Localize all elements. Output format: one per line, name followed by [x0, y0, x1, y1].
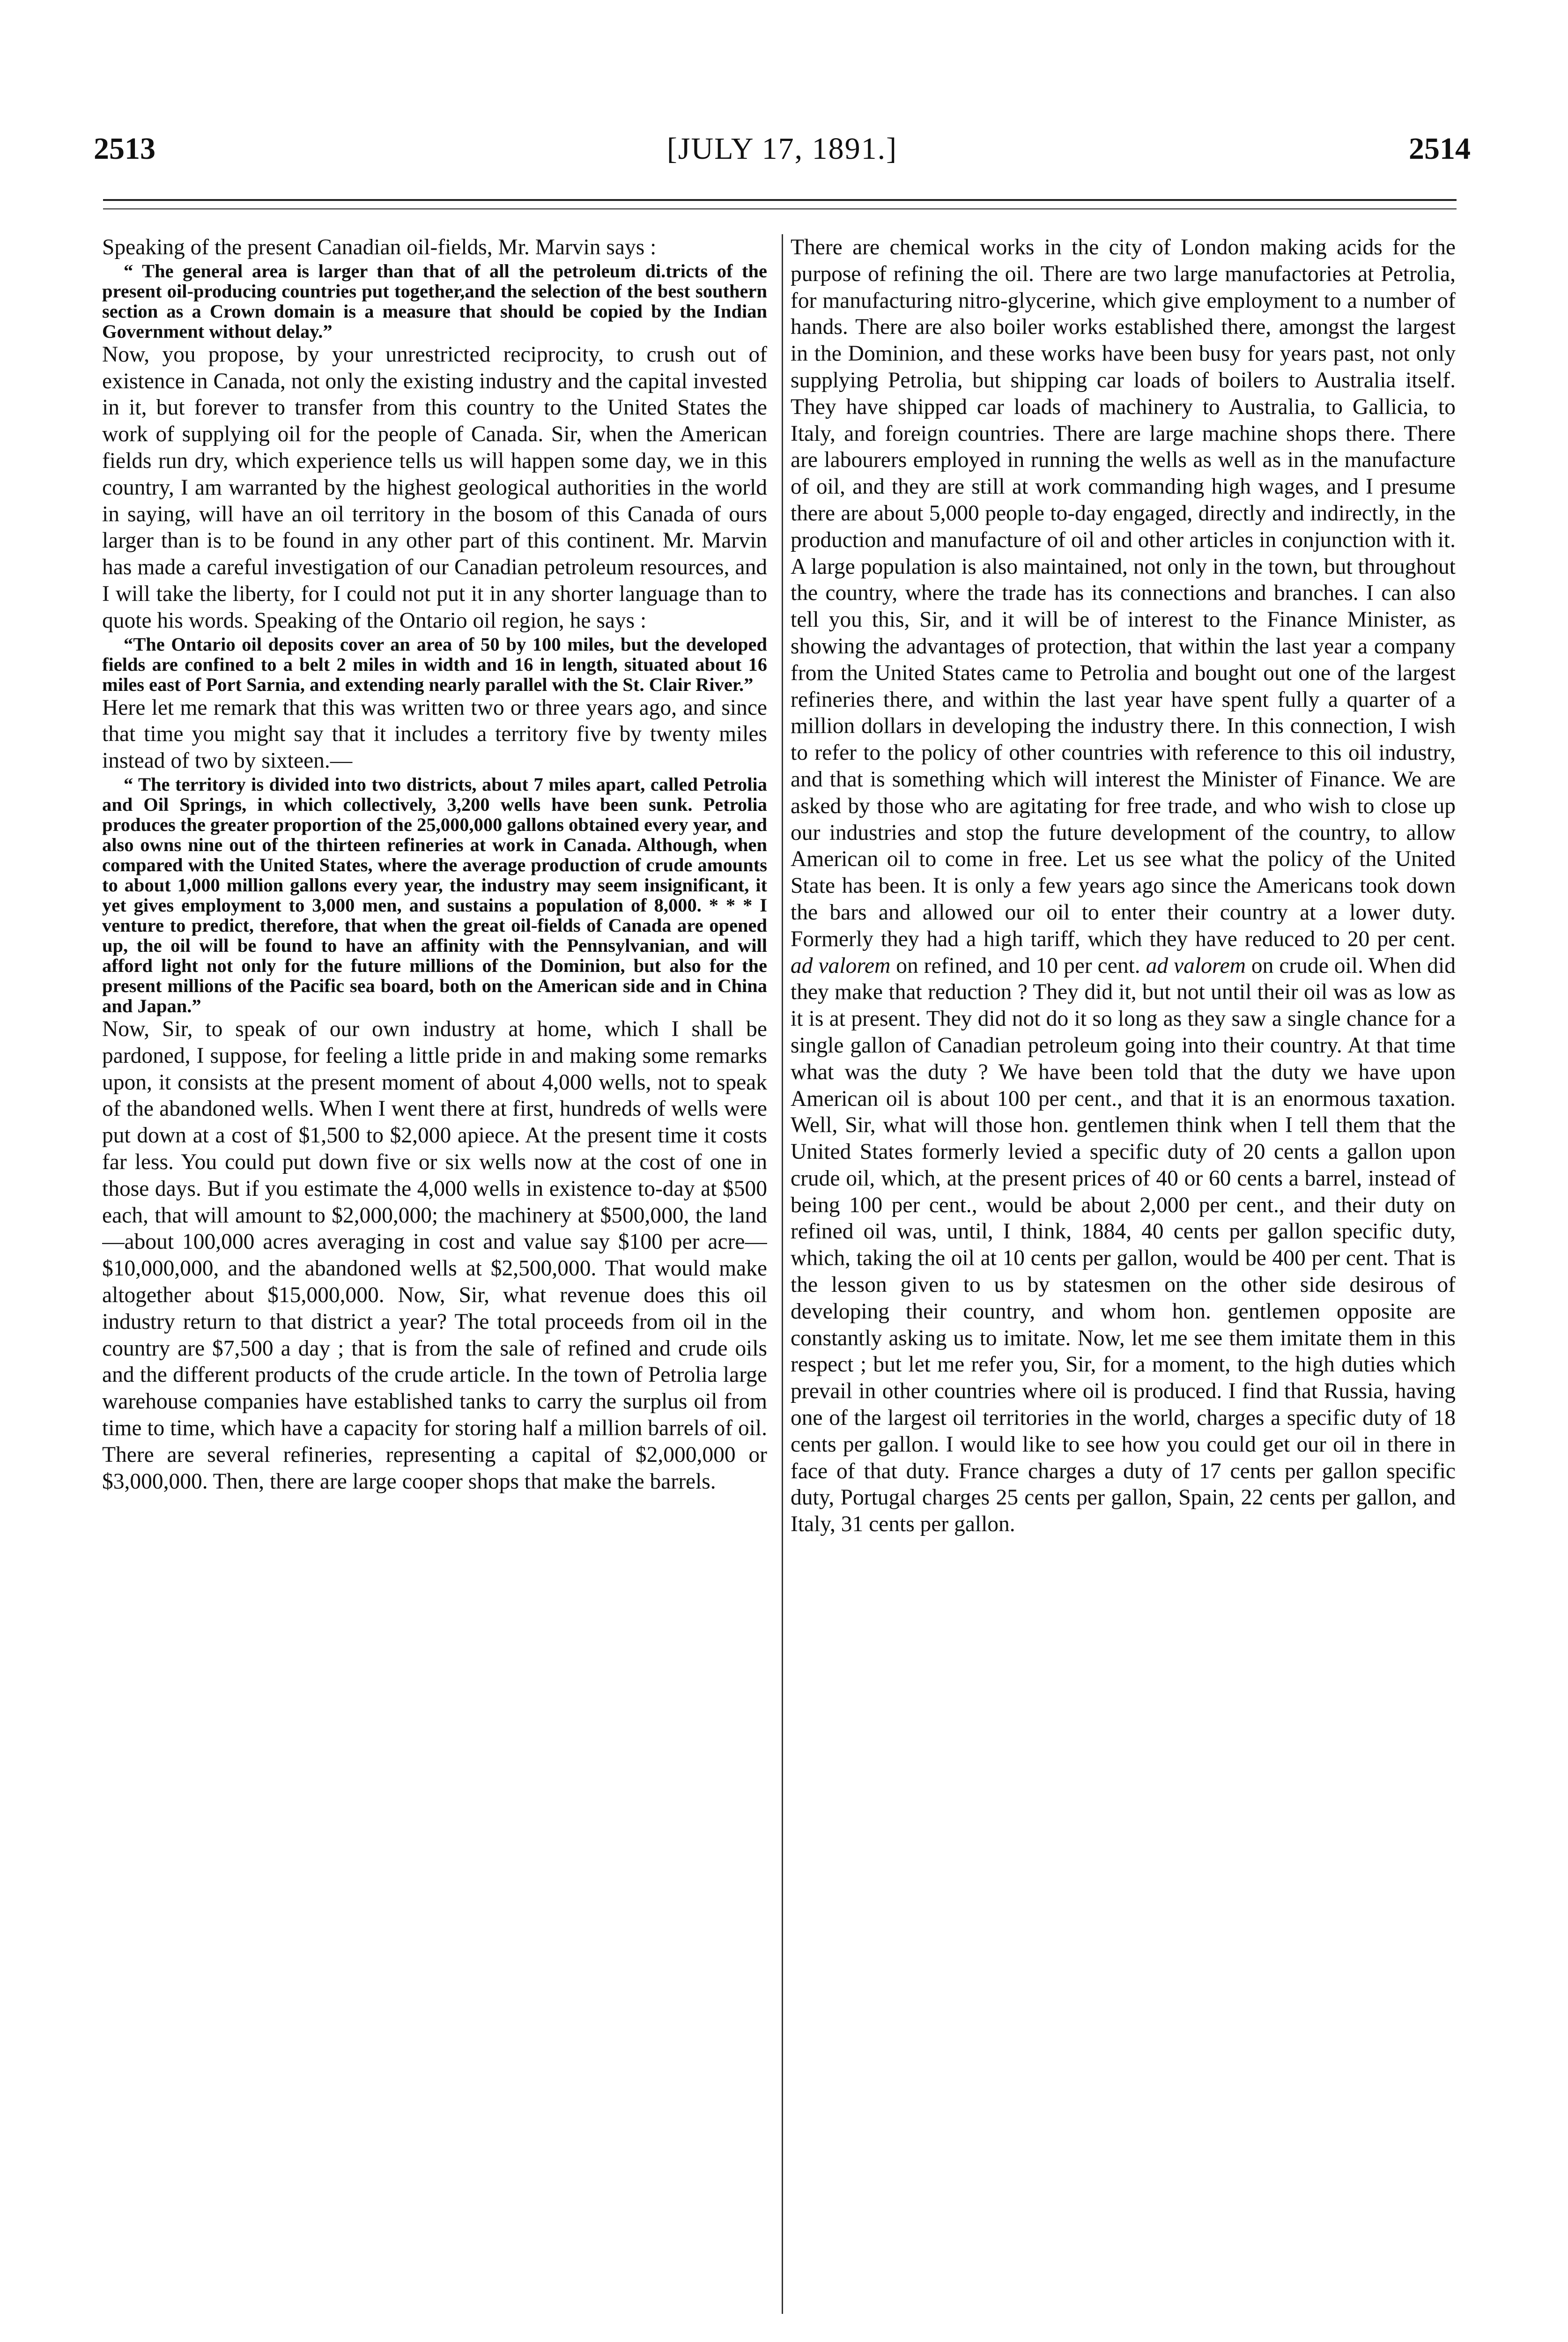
header-rule-top — [103, 199, 1457, 201]
page-header — [94, 131, 1471, 183]
column-divider — [782, 234, 783, 2314]
paragraph — [791, 234, 1456, 1538]
text-run: on refined, and 10 per cent. — [896, 953, 1140, 978]
paragraph: Speaking of the present Canadian oil-fields, Mr. Marvin says : — [102, 235, 657, 259]
italic-term: ad valorem — [1146, 953, 1246, 978]
italic-term: ad valorem — [791, 953, 891, 978]
page-date: [JULY 17, 1891.] — [666, 132, 898, 166]
text-run: on crude oil. When did they make that reduction ? They did it, but not until their oil was as low as it is at present. They did not do it so long as they saw a single chance for a single gallon of Canadian petroleum going into their country. At that time what was the duty ? We have been told that the duty we have upon American oil is about 100 per cent., and that it is an enormous taxation. Well, Sir, what will those hon. gentlemen think when I tell them that the United States formerly levied a specific duty of 20 cents a gallon upon crude oil, which, at the present prices of 40 or 60 cents a barrel, instead of being 100 per cent., would be about 2,000 per cent., and their duty on refined oil was, until, I think, 1884, 40 cents per gallon specific duty, which, taking the oil at 10 cents per gallon, would be 400 per cent. That is the lesson given to us by statesmen on the other side desirous of developing their country, and whom hon. gentlemen opposite are constantly asking us to imitate. Now, let me see them imitate them in this respect ; but let me refer you, Sir, for a moment, to the high duties which prevail in other countries where oil is produced. I find that Russia, having one of the largest oil territories in the world, charges a specific duty of 18 cents per gallon. I would like to see how you could get our oil in there in face of that duty. France charges a duty of 17 cents per gallon specific duty, Portugal charges 25 cents per gallon, Spain, 22 cents per gallon, and Italy, 31 cents per gallon. — [791, 953, 1456, 1537]
left-column — [102, 234, 767, 2314]
header-rule-bottom — [103, 208, 1457, 209]
paragraph: Now, Sir, to speak of our own industry at home, which I shall be pardoned, I suppose, for feeling a little pride in and making some remarks upon, it consists at the present moment of about 4,000 wells, not to speak of the abandoned wells. When I went there at first, hundreds of wells were put down at a cost of $1,500 to $2,000 apiece. At the present time it costs far less. You could put down five or six wells now at the cost of one in those days. But if you estimate the 4,000 wells in existence to-day at $500 each, that will amount to $2,000,000; the machinery at $500,000, the land—about 100,000 acres averaging in cost and value say $100 per acre—$10,000,000, and the abandoned wells at $2,500,000. That would make altogether about $15,000,000. Now, Sir, what revenue does this oil industry return to that district a year? The total proceeds from oil in the country are $7,500 a day ; that is from the sale of refined and crude oils and the different products of the crude article. In the town of Petrolia large warehouse companies have established tanks to carry the surplus oil from time to time, which have a capacity for storing half a million barrels of oil. There are several refineries, representing a capital of $2,000,000 or $3,000,000. Then, there are large cooper shops that make the barrels. — [102, 1016, 767, 1494]
right-column — [791, 234, 1456, 2314]
paragraph: Now, you propose, by your unrestricted reciprocity, to crush out of existence in Canada, not only the existing industry and the capital invested in it, but forever to transfer from this country to the United States the work of supplying oil for the people of Canada. Sir, when the American fields run dry, which experience tells us will happen some day, we in this country, I am warranted by the highest geological authorities in the world in saying, will have an oil territory in the bosom of this Canada of ours larger than is to be found in any other part of this continent. Mr. Marvin has made a careful investigation of our Canadian petroleum resources, and I will take the liberty, for I could not put it in any shorter language than to quote his words. Speaking of the Ontario oil region, he says : — [102, 342, 767, 633]
paragraph: Here let me remark that this was written two or three years ago, and since that time you might say that it includes a territory five by twenty miles instead of two by sixteen.— — [102, 695, 767, 773]
block-quote: “The Ontario oil deposits cover an area of 50 by 100 miles, but the developed fields are confined to a belt 2 miles in width and 16 in length, situated about 16 miles east of Port Sarnia, and extending nearly parallel with the St. Clair River.” — [102, 633, 767, 695]
block-quote: “ The general area is larger than that of all the petroleum di.tricts of the present oil-producing countries put together,and the selection of the best southern section as a Crown domain is a measure that should be copied by the Indian Government without delay.” — [102, 260, 767, 342]
page-number-left: 2513 — [94, 132, 155, 166]
text-run: There are chemical works in the city of London making acids for the purpose of refining the oil. There are two large manufactories at Petrolia, for manufacturing nitro-glycerine, which give employment to a number of hands. There are also boiler works established there, amongst the largest in the Dominion, and these works have been busy for years past, not only supplying Petrolia, but shipping car loads of boilers to Australia itself. They have shipped car loads of machinery to Australia, to Gallicia, to Italy, and foreign countries. There are large machine shops there. There are labourers employed in running the wells as well as in the manufacture of oil, and they are still at work commanding high wages, and I presume there are about 5,000 people to-day engaged, directly and indirectly, in the production and manufacture of oil and other articles in conjunction with it. A large population is also maintained, not only in the town, but throughout the country, where the trade has its connections and branches. I can also tell you this, Sir, and it will be of interest to the Finance Minister, as showing the advantages of protection, that within the last year a company from the United States came to Petrolia and bought out one of the largest refineries there, and within the last year have spent fully a quarter of a million dollars in developing the industry there. In this connection, I wish to refer to the policy of other countries with reference to this oil industry, and that is something which will interest the Minister of Finance. We are asked by those who are agitating for free trade, and who wish to close up our industries and stop the future development of the country, to allow American oil to come in free. Let us see what the policy of the United State has been. It is only a few years ago since the Americans took down the bars and allowed our oil to enter their country at a lower duty. Formerly they had a high tariff, which they have reduced to 20 per cent. — [791, 235, 1456, 951]
page-number-right: 2514 — [1409, 132, 1471, 166]
block-quote: “ The territory is divided into two districts, about 7 miles apart, called Petrolia and Oil Springs, in which collectively, 3,200 wells have been sunk. Petrolia produces the greater proportion of the 25,000,000 gallons obtained every year, and also owns nine out of the thirteen refineries at work in Canada. Although, when compared with the United States, where the average production of crude amounts to about 1,000 million gallons every year, the industry may seem insignificant, it yet gives employment to 3,000 men, and sustains a population of 8,000. * * * I venture to predict, therefore, that when the great oil-fields of Canada are opened up, the oil will be found to have an affinity with the Pennsylvanian, and will afford light not only for the future millions of the Dominion, but also for the present millions of the Pacific sea board, both on the American side and in China and Japan.” — [102, 773, 767, 1016]
